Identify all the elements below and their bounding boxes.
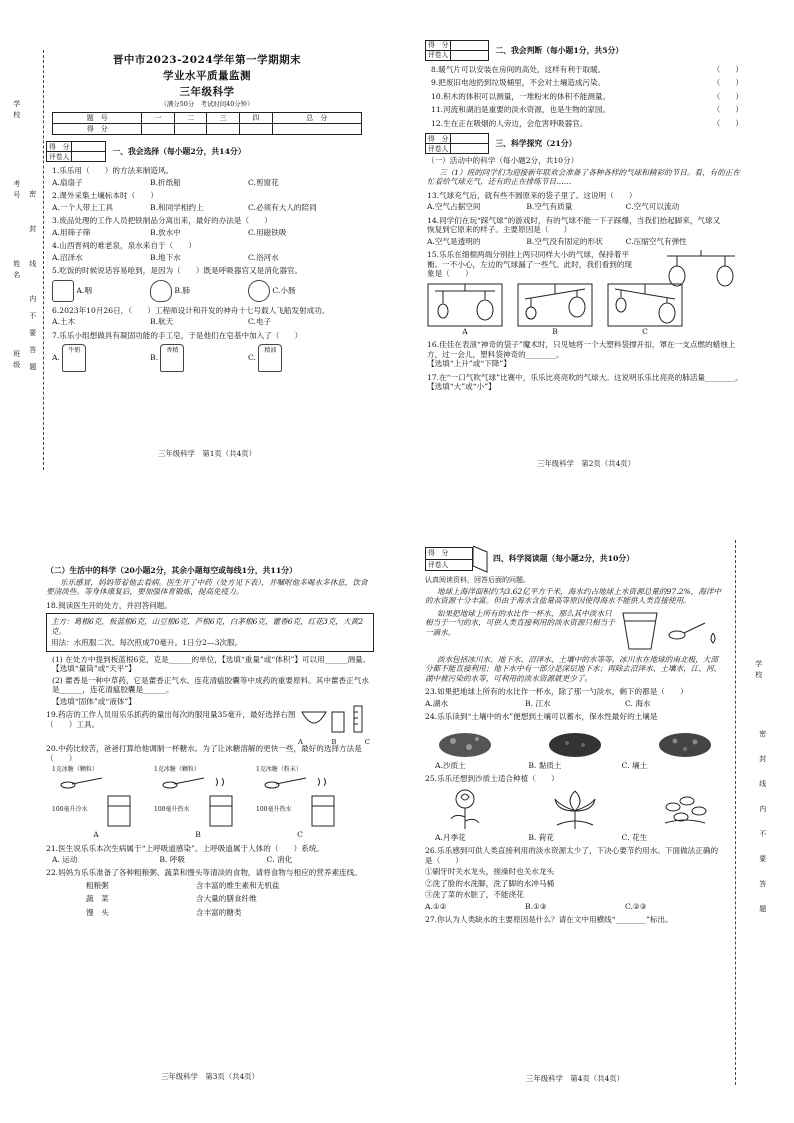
nutrient-item[interactable]: 含丰富的糖类 xyxy=(196,907,242,917)
question-27: 27.你认为人类缺水的主要原因是什么？请在文中用横线“________”标出。 xyxy=(425,914,673,924)
binding-seal-1: 密 xyxy=(28,190,37,201)
question-6-text: 6.2023年10月26日，（ ）工程师设计和开发的神舟十七号载人飞船发射成功。 xyxy=(52,305,330,315)
binding-seal-5: 不 xyxy=(28,312,37,323)
q25-option-b[interactable]: B. 荷花 xyxy=(528,832,554,842)
sandy-soil-picture[interactable] xyxy=(435,725,495,759)
section-1-title: 一、我会选择（每小题2分，共14分） xyxy=(112,147,246,156)
prescription-usage: 用法：水煎服二次。每次煎成70毫升。1日分2—3次服。 xyxy=(51,638,243,648)
exam-page-4 xyxy=(425,540,725,1085)
q3-option-b[interactable]: B.放水中 xyxy=(150,227,181,237)
section-4-title: 四、科学阅读题（每小题2分，共10分） xyxy=(493,554,635,564)
score-header-cell: 四 xyxy=(239,113,272,124)
question-16-hint: 【选填“上升”或“下降”】 xyxy=(427,359,511,369)
q7-option-b[interactable]: B. xyxy=(150,353,158,363)
exam-note: （满分50分 考试时间40分钟） xyxy=(160,100,254,109)
q26-option-b[interactable]: B.①③ xyxy=(525,901,547,911)
q19-label-c[interactable]: C xyxy=(364,738,370,747)
page-footer: 三年级科学 第4页（共4页） xyxy=(525,1073,625,1083)
spoon-beaker-icon xyxy=(154,774,242,832)
grader-box-4 xyxy=(425,547,473,571)
q20-option-b-picture[interactable] xyxy=(154,766,242,830)
q3-option-c[interactable]: C.用磁铁吸 xyxy=(248,227,287,237)
q20-a-water-label: 100毫升冷水 xyxy=(52,806,88,814)
exam-subtitle: 学业水平质量监测 xyxy=(163,70,251,83)
question-5 xyxy=(52,266,368,301)
binding-r-7: 答 xyxy=(758,880,767,891)
q20-c-sugar-label: 1克冰糖（粉末） xyxy=(256,766,302,774)
question-13-text: 13.气球充气后，就有些不圆原来的袋子里了。这说明（ ） xyxy=(427,190,637,200)
q20-a-sugar-label: 1克冰糖（颗粒） xyxy=(52,766,98,774)
grader-score-label: 得 分 xyxy=(426,41,451,51)
question-13 xyxy=(427,191,747,212)
food-item[interactable]: 粗粮粥 xyxy=(86,880,109,890)
judge-12 xyxy=(431,119,747,128)
question-4 xyxy=(52,241,368,262)
q4-option-c[interactable]: C.浴河水 xyxy=(248,252,279,262)
q24-option-a[interactable]: A.沙质土 xyxy=(435,760,466,770)
lungs-picture xyxy=(150,280,172,302)
clay-soil-picture[interactable] xyxy=(545,725,605,759)
question-3-text: 3.废品处理的工作人员把铁制品分离出来，最好的办法是（ ） xyxy=(52,216,272,226)
binding-r-6: 要 xyxy=(758,855,767,866)
question-26: 26.乐乐感到可供人类直接利用的淡水资源太少了，下决心要节约用水。下面做法正确的是（ ） xyxy=(425,846,719,865)
judge-12-answer[interactable]: （ ） xyxy=(712,118,743,128)
grader-box-3 xyxy=(425,133,489,154)
exam-title: 晋中市2023-2024学年第一学期期末 xyxy=(112,54,302,66)
judge-8-text: 8.暖气片可以安装在房间的高处，这样有利于取暖。 xyxy=(431,65,606,74)
oil-bottle-picture: 精油 xyxy=(258,344,282,372)
q19-label-a[interactable]: A xyxy=(298,738,303,747)
activity-intro: 三（1）班的同学们为迎接新年联欢会准备了各种各样的气球和精彩的节目。看，有的正在忙着给气球充气，还有的正在排练节目…… xyxy=(427,167,740,187)
q15-option-c[interactable]: C xyxy=(642,326,648,336)
q25-option-a[interactable]: A.月季花 xyxy=(435,832,466,842)
q21-option-a[interactable]: A. 运动 xyxy=(52,855,78,864)
judge-9-answer[interactable]: （ ） xyxy=(712,78,743,88)
question-4-text: 4.山西晋祠的难老泉，泉水来自于（ ） xyxy=(52,241,196,251)
question-2-text: 2.课外采集土壤标本时（ ） xyxy=(52,191,158,201)
question-19 xyxy=(46,710,374,747)
binding-r-label: 学校 xyxy=(754,660,763,682)
q5-option-c[interactable]: C.小肠 xyxy=(272,285,296,295)
binding-r-2: 封 xyxy=(758,755,767,766)
q20-c-water-label: 100毫升热水 xyxy=(256,806,292,814)
grader-score-label: 得 分 xyxy=(426,548,472,559)
q20-b-sugar-label: 1克冰糖（颗粒） xyxy=(154,766,200,774)
question-6 xyxy=(52,306,368,327)
question-20: 20.中药比较苦，爸爸打算给他调制一杯糖水。为了让冰糖溶解的更快一些，最好的选择方法是（ ） xyxy=(46,744,362,763)
q20-option-c[interactable]: C xyxy=(297,830,303,840)
question-15 xyxy=(427,250,747,336)
food-item[interactable]: 馒 头 xyxy=(86,907,109,917)
exam-page-3 xyxy=(46,558,374,1083)
q26-option-a[interactable]: A.①② xyxy=(425,901,447,911)
grader-score-cell[interactable] xyxy=(72,142,106,152)
balanced-balloons-picture xyxy=(661,250,741,292)
nutrient-item[interactable]: 含大量的膳食纤维 xyxy=(196,894,257,904)
binding-seal-7: 答 xyxy=(28,346,37,357)
question-22: 22.妈妈为乐乐准备了各种粗粮粥、蔬菜和馒头等清淡的食物，请将食物与相应的营养素连线。 xyxy=(46,868,362,878)
question-17: 17.在“一口气吹气球”比赛中，乐乐比亮亮吹的气球大。这说明乐乐比亮亮的肺活量________。【选填“大”或“小”】 xyxy=(427,372,743,392)
judge-8-answer[interactable]: （ ） xyxy=(712,65,743,74)
peanut-picture[interactable] xyxy=(655,787,715,831)
binding-seal-8: 题 xyxy=(28,363,37,374)
q1-option-b[interactable]: B.折纸船 xyxy=(150,177,181,187)
passage-2-block xyxy=(425,609,725,653)
cup-spoon-drop-picture xyxy=(617,609,721,653)
section-3-title: 三、科学探究（21分） xyxy=(495,139,577,149)
binding-seal-2: 封 xyxy=(28,225,37,236)
q26-item-3: ③洗了菜的水脏了，不能浇花 xyxy=(425,890,524,900)
story-intro: 乐乐感冒，妈妈带着他去看病。医生开了中药（处方见下表），并嘱咐他多喝水多休息，饮食要清淡些。等身体康复后，要加强体育锻炼，提高免疫力。 xyxy=(46,577,368,597)
score-cell[interactable] xyxy=(174,124,207,135)
score-cell[interactable] xyxy=(142,124,175,135)
page-footer: 三年级科学 第2页（共4页） xyxy=(536,458,636,468)
q13-option-a[interactable]: A.空气占据空间 xyxy=(427,202,481,212)
grader-name-label: 评卷人 xyxy=(47,152,72,162)
section-2-title: 二、我会判断（每小题1分，共5分） xyxy=(495,45,624,55)
question-19-text: 19.药店的工作人员用乐乐抓药的量出每次的服用量35毫升，最好选择右图（ ）工具。 xyxy=(46,710,296,729)
question-7-text: 7.乐乐小组想做具有凝固功能的手工皂，于是他们在皂基中加入了（ ） xyxy=(52,330,303,340)
rose-picture[interactable] xyxy=(435,787,495,831)
passage-1: 地球上海洋面积约为3.62亿平方千米，海水约占地球上水资源总量的97.2%，海洋中的水资源十分丰富。但由于海水含盐量高等原因使得海水不能供人类直接使用。 xyxy=(425,586,722,606)
q20-option-b[interactable]: B xyxy=(195,830,201,840)
grader-box-1 xyxy=(46,141,106,162)
score-cell[interactable] xyxy=(239,124,272,135)
q24-option-c[interactable]: C. 壤土 xyxy=(621,760,648,770)
q14-option-a[interactable]: A.空气是透明的 xyxy=(427,236,481,246)
q6-option-c[interactable]: C.电子 xyxy=(248,317,272,327)
milk-bottle-picture: 牛奶 xyxy=(62,344,86,372)
subsection-2-title: （二）生活中的科学（20小题2分，其余小题每空或每线1分，共11分） xyxy=(46,566,297,575)
binding-r-8: 题 xyxy=(758,905,767,916)
exam-page-1 xyxy=(46,40,368,460)
score-row-label: 得 分 xyxy=(53,124,142,135)
q26-item-2: ②洗了脸的水洗脚，洗了脚的水冲马桶 xyxy=(425,878,555,888)
q15-option-a[interactable]: A xyxy=(462,326,468,336)
grader-name-label: 评卷人 xyxy=(426,144,451,154)
binding-seal-4: 内 xyxy=(28,295,37,306)
q20-option-c-picture[interactable] xyxy=(256,766,344,830)
q3-option-a[interactable]: A.用筛子筛 xyxy=(52,227,91,237)
grader-score-cell[interactable] xyxy=(451,134,489,144)
q26-item-1: ①刷牙时关水龙头，搓澡时也关水龙头 xyxy=(425,867,555,877)
q7-option-a[interactable]: A. xyxy=(52,353,60,363)
matching-area xyxy=(86,881,374,917)
grader-name-cell[interactable] xyxy=(72,152,106,162)
q20-b-water-label: 100毫升热水 xyxy=(154,806,190,814)
q23-option-b[interactable]: B. 江水 xyxy=(525,698,551,708)
binding-label-school: 学校 xyxy=(12,100,21,122)
q7-option-c[interactable]: C. xyxy=(248,353,256,363)
q21-option-c[interactable]: C. 消化 xyxy=(266,855,293,864)
q2-option-a[interactable]: A.一个人带上工具 xyxy=(52,202,114,212)
exam-page-2 xyxy=(425,40,747,470)
score-header-cell: 题 号 xyxy=(53,113,142,124)
q21-option-b[interactable]: B. 呼吸 xyxy=(159,855,185,864)
q13-option-c[interactable]: C.空气可以流动 xyxy=(625,202,680,212)
prescription-box xyxy=(46,613,374,651)
grader-box-2 xyxy=(425,40,489,61)
score-header-cell: 总 分 xyxy=(272,113,362,124)
measuring-tools-picture xyxy=(298,704,370,738)
question-25: 25.乐乐还想到沙质土适合种植（ ） xyxy=(425,774,559,784)
question-1-text: 1.乐乐用（ ）的方法来制造风。 xyxy=(52,166,174,176)
question-18: 18.阅读医生开的处方，并回答问题。 xyxy=(46,600,172,610)
score-header-cell: 一 xyxy=(142,113,175,124)
page-footer: 三年级科学 第1页（共4页） xyxy=(157,448,257,458)
q26-option-c[interactable]: C.②③ xyxy=(625,901,647,911)
q15-option-b[interactable]: B xyxy=(552,326,558,336)
q20-options xyxy=(52,766,374,830)
q23-option-c[interactable]: C. 海水 xyxy=(625,698,651,708)
binding-r-5: 不 xyxy=(758,830,767,841)
q1-option-c[interactable]: C.剪窗花 xyxy=(248,177,279,187)
passage-3: 淡水包括冰川水、地下水、沼泽水、土壤中的水等等。冰川水在地球的南北极，大部分都不能直接利用；地下水中有一部分是深层地下水；再除去沼泽水、土壤水，江、河、湖中被污染的水等，可利用的淡水资源就更少了。 xyxy=(425,654,722,683)
question-3 xyxy=(52,216,368,237)
judge-8 xyxy=(431,65,747,74)
question-24: 24.乐乐读到“土壤中的水”便想到土壤可以蓄水，保水性最好的土壤是 xyxy=(425,712,658,722)
q19-label-b[interactable]: B xyxy=(331,738,337,747)
binding-seal-3: 线 xyxy=(28,260,37,271)
q5-option-a[interactable]: A.咽 xyxy=(76,285,92,295)
binding-r-1: 密 xyxy=(758,730,767,741)
q18-part-2: (2) 藿香是一种中草药，它是藿香正气水、连花清瘟胶囊等中成药的重要原料。其中藿香正气水是______，连花清瘟胶囊是______。 xyxy=(52,675,369,695)
question-7 xyxy=(52,331,368,372)
option-b-picture[interactable] xyxy=(517,283,593,327)
q23-option-a[interactable]: A.湖水 xyxy=(425,698,449,708)
q4-option-b[interactable]: B.地下水 xyxy=(150,252,181,262)
subsection-1-title: （一）活动中的科学（每小题2分，共10分） xyxy=(427,156,579,166)
q6-option-b[interactable]: B.航天 xyxy=(150,317,174,327)
binding-seal-6: 要 xyxy=(28,329,37,340)
grader-score-label: 得 分 xyxy=(47,142,72,152)
flag-decoration xyxy=(473,544,489,574)
food-item[interactable]: 蔬 菜 xyxy=(86,894,109,904)
q13-option-b[interactable]: B.空气有质量 xyxy=(526,202,573,212)
question-23: 23.如果把地球上所有的水比作一杯水，除了那一勺淡水，剩下的都是（ ） xyxy=(425,687,688,697)
question-14 xyxy=(427,216,747,246)
question-15-text: 15.乐乐在细棍两端分别挂上两只同样大小的气球，保持着平衡。一不小心，左边的气球漏了一些气。此时，我们看到的现象是（ ） xyxy=(427,250,633,279)
q14-option-b[interactable]: B.空气没有固定的形状 xyxy=(526,236,603,246)
judge-10-answer[interactable]: （ ） xyxy=(712,91,743,101)
question-2 xyxy=(52,191,368,212)
q6-option-a[interactable]: A.土木 xyxy=(52,317,76,327)
judge-10 xyxy=(431,92,747,101)
spoon-beaker-icon xyxy=(52,774,140,832)
reading-instruction: 认真阅读资料，回答后面的问题。 xyxy=(425,576,530,584)
score-header-cell: 三 xyxy=(207,113,240,124)
q2-option-c[interactable]: C.必须有大人的陪同 xyxy=(248,202,317,212)
lotus-picture[interactable] xyxy=(545,787,605,831)
intestine-picture xyxy=(248,280,270,302)
q20-option-a-picture[interactable] xyxy=(52,766,140,830)
nutrient-item[interactable]: 含丰富的维生素和无机盐 xyxy=(196,880,280,890)
essence-bottle-picture: 香精 xyxy=(160,344,184,372)
binding-r-4: 内 xyxy=(758,805,767,816)
q18-part-2-hint: 【选填“固体”或“液体”】 xyxy=(52,696,136,706)
binding-label-name: 姓名 xyxy=(12,260,21,282)
spoon-beaker-icon xyxy=(256,774,344,832)
judge-11-text: 11.河流和湖泊是重要的淡水资源，也是生物的家园。 xyxy=(431,105,611,115)
binding-label-class: 班级 xyxy=(12,350,21,372)
grader-name-cell[interactable] xyxy=(451,144,489,154)
score-cell[interactable] xyxy=(272,124,362,135)
q5-option-b[interactable]: B.肺 xyxy=(174,285,191,295)
q20-option-a[interactable]: A xyxy=(93,830,99,840)
grader-name-cell[interactable] xyxy=(451,51,489,61)
q14-option-c[interactable]: C.压缩空气有弹性 xyxy=(625,236,687,246)
exam-grade: 三年级科学 xyxy=(179,86,235,99)
question-21: 21.医生说乐乐本次生病属于“上呼吸道感染”。上呼吸道属于人体的（ ）系统。 xyxy=(46,843,325,853)
prescription-ingredients: 主方：葛根6克，板蓝根6克，山豆根6克，芦根6克，白茅根6克，藿香6克，红花3克，大黄2克。 xyxy=(51,617,364,636)
binding-label-exam-no: 考号 xyxy=(12,180,21,202)
question-5-text: 5.吃饭的时候说话容易呛到，是因为（ ）既是呼吸器官又是消化器官。 xyxy=(52,266,303,276)
grader-name-label: 评卷人 xyxy=(428,560,449,569)
passage-2: 如果把地球上所有的水比作一杯水，那么其中淡水只相当于一勺的水，可供人类直接利用的淡水资源只相当于一滴水。 xyxy=(425,608,615,637)
judge-12-text: 12.生在正在吸烟的人旁边，会危害呼吸器官。 xyxy=(431,118,588,128)
q24-option-b[interactable]: B. 黏质土 xyxy=(528,760,562,770)
score-table xyxy=(52,112,362,135)
binding-margin-right xyxy=(735,540,785,1085)
grader-score-cell[interactable] xyxy=(451,41,489,51)
question-14-text: 14.同学们在玩“踩气球”的游戏时，有的气球不能一下子踩爆，当我们抬起脚来，气球又恢复到它原来的样子。主要原因是（ ） xyxy=(427,215,721,235)
grader-name-label: 评卷人 xyxy=(426,51,451,61)
q2-option-b[interactable]: B.和同学相约上 xyxy=(150,202,204,212)
judge-9 xyxy=(431,78,747,87)
q25-option-c[interactable]: C. 花生 xyxy=(621,832,648,842)
judge-11 xyxy=(431,105,747,114)
throat-picture xyxy=(52,280,74,302)
question-1 xyxy=(52,166,368,187)
page-footer: 三年级科学 第3页（共4页） xyxy=(160,1071,260,1081)
score-cell[interactable] xyxy=(207,124,240,135)
q18-part-1: (1) 在处方中提到板蓝根6克，克是______的单位，【选填“重量”或“体积”】可以用______测量。【选填“量筒”或“天平”】 xyxy=(52,654,371,674)
judge-9-text: 9.把废旧电池扔到垃圾桶里，不会对土壤造成污染。 xyxy=(431,78,606,88)
binding-r-3: 线 xyxy=(758,780,767,791)
score-header-cell: 二 xyxy=(174,113,207,124)
binding-margin-left xyxy=(10,50,44,470)
question-16: 16.佳佳在表演“神奇的袋子”魔术时，只见她将一个大塑料袋撑开扣，罩在一支点燃的蜡烛上方，过一会儿，塑料袋神奇的________。 xyxy=(427,340,736,359)
judge-10-text: 10.积木的体积可以测量，一堆粉末的体积不能测量。 xyxy=(431,91,611,101)
judge-11-answer[interactable]: （ ） xyxy=(712,105,743,115)
grader-score-label: 得 分 xyxy=(426,134,451,144)
option-a-picture[interactable] xyxy=(427,283,503,327)
loam-soil-picture[interactable] xyxy=(655,725,715,759)
q4-option-a[interactable]: A.沼泽水 xyxy=(52,252,83,262)
q1-option-a[interactable]: A.扇扇子 xyxy=(52,177,83,187)
